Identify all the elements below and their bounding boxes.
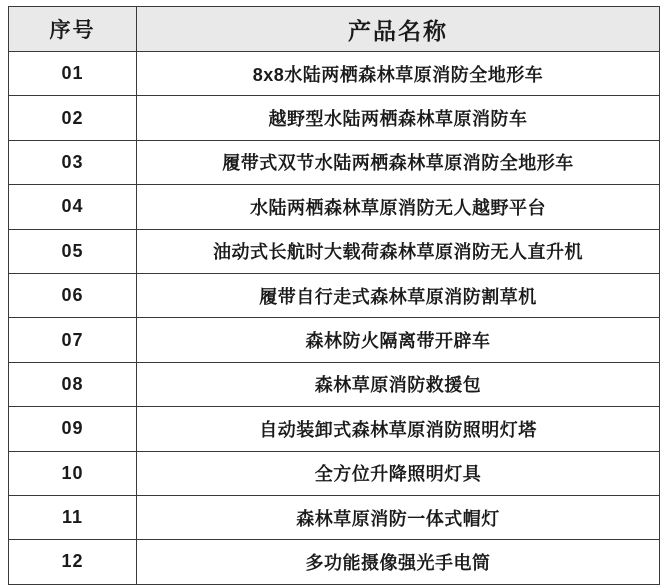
cell-index: 01	[9, 52, 137, 96]
cell-index: 03	[9, 140, 137, 184]
table-header-row	[9, 7, 660, 52]
table-header	[9, 7, 660, 52]
cell-index: 02	[9, 96, 137, 140]
table-body	[9, 52, 660, 585]
table-row	[9, 52, 660, 96]
table-row	[9, 318, 660, 362]
product-table	[8, 6, 660, 585]
cell-index: 04	[9, 185, 137, 229]
cell-index: 08	[9, 362, 137, 406]
table-row	[9, 273, 660, 317]
table-row	[9, 185, 660, 229]
table-row	[9, 140, 660, 184]
cell-product-name: 履带式双节水陆两栖森林草原消防全地形车	[137, 140, 660, 184]
cell-product-name: 8x8水陆两栖森林草原消防全地形车	[137, 52, 660, 96]
column-header-index: 序号	[9, 7, 137, 52]
cell-product-name: 油动式长航时大载荷森林草原消防无人直升机	[137, 229, 660, 273]
column-header-name: 产品名称	[137, 7, 660, 52]
table-row	[9, 495, 660, 539]
table-row	[9, 540, 660, 584]
cell-product-name: 水陆两栖森林草原消防无人越野平台	[137, 185, 660, 229]
cell-index: 06	[9, 273, 137, 317]
cell-index: 11	[9, 495, 137, 539]
cell-product-name: 全方位升降照明灯具	[137, 451, 660, 495]
table-row	[9, 407, 660, 451]
cell-product-name: 森林草原消防一体式帽灯	[137, 495, 660, 539]
cell-product-name: 越野型水陆两栖森林草原消防车	[137, 96, 660, 140]
table-row	[9, 362, 660, 406]
cell-index: 05	[9, 229, 137, 273]
table-row	[9, 451, 660, 495]
cell-index: 07	[9, 318, 137, 362]
cell-product-name: 履带自行走式森林草原消防割草机	[137, 273, 660, 317]
table-row	[9, 96, 660, 140]
cell-product-name: 自动装卸式森林草原消防照明灯塔	[137, 407, 660, 451]
cell-index: 09	[9, 407, 137, 451]
cell-product-name: 森林草原消防救援包	[137, 362, 660, 406]
cell-index: 12	[9, 540, 137, 584]
cell-product-name: 多功能摄像强光手电筒	[137, 540, 660, 584]
table-row	[9, 229, 660, 273]
cell-product-name: 森林防火隔离带开辟车	[137, 318, 660, 362]
cell-index: 10	[9, 451, 137, 495]
